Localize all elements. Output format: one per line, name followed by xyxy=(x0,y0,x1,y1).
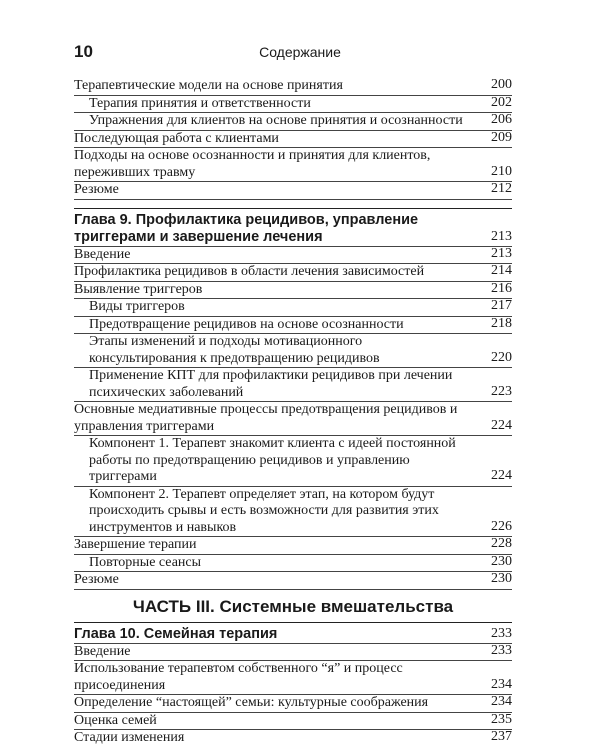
toc-entry[interactable] xyxy=(74,555,512,573)
toc-entry-page: 217 xyxy=(491,298,512,313)
toc-entry-title: Упражнения для клиентов на основе принятия и осознанности xyxy=(89,113,463,128)
chapter-title: Глава 9. Профилактика рецидивов, управление триггерами и завершение лечения xyxy=(74,211,419,245)
toc-entry[interactable] xyxy=(74,436,512,487)
toc-entry-page: 224 xyxy=(491,417,512,433)
toc-section-chapter10 xyxy=(74,644,512,747)
toc-entry[interactable] xyxy=(74,78,512,96)
toc-entry-page: 206 xyxy=(491,112,512,127)
toc-entry-page: 224 xyxy=(491,468,512,483)
toc-chapter-10[interactable] xyxy=(74,622,512,644)
toc-entry[interactable] xyxy=(74,713,512,731)
toc-entry-page: 213 xyxy=(491,245,512,261)
toc-entry[interactable] xyxy=(74,572,512,590)
toc-entry[interactable] xyxy=(74,537,512,555)
toc-entry[interactable] xyxy=(74,131,512,149)
toc-entry[interactable] xyxy=(74,402,512,436)
toc-entry[interactable] xyxy=(74,317,512,335)
toc-section-chapter8-tail xyxy=(74,78,512,200)
toc-entry-page: 209 xyxy=(491,129,512,145)
toc-entry-title: Предотвращение рецидивов на основе осознанности xyxy=(89,316,404,332)
toc-entry-title: Терапия принятия и ответственности xyxy=(89,95,311,111)
toc-entry-page: 233 xyxy=(491,642,512,658)
toc-entry-page: 212 xyxy=(491,181,512,196)
toc-entry-page: 220 xyxy=(491,349,512,365)
toc-entry[interactable] xyxy=(74,334,512,368)
toc-entry-title: Последующая работа с клиентами xyxy=(74,130,279,146)
toc-entry[interactable] xyxy=(74,148,512,182)
running-head: Содержание xyxy=(259,44,341,60)
toc-entry-page: 230 xyxy=(491,553,512,569)
toc-entry-title: Виды триггеров xyxy=(89,299,185,314)
toc-entry-page: 202 xyxy=(491,94,512,110)
toc-entry[interactable] xyxy=(74,730,512,747)
toc-entry[interactable] xyxy=(74,247,512,265)
toc-entry[interactable] xyxy=(74,487,512,538)
page-header xyxy=(74,42,526,64)
toc-entry-page: 235 xyxy=(491,711,512,727)
toc-entry-title: Терапевтические модели на основе принятия xyxy=(74,78,343,93)
toc-entry[interactable] xyxy=(74,299,512,317)
toc-entry-page: 230 xyxy=(491,571,512,586)
toc-entry-page: 200 xyxy=(491,77,512,92)
toc-entry-title: Профилактика рецидивов в области лечения зависимостей xyxy=(74,264,425,279)
toc-entry[interactable] xyxy=(74,113,512,131)
toc-entry-page: 237 xyxy=(491,729,512,744)
toc-entry-title: Стадии изменения xyxy=(74,730,185,745)
chapter-page: 233 xyxy=(491,625,512,641)
toc-entry-title: Введение xyxy=(74,246,131,262)
toc-entry-title: Компонент 2. Терапевт определяет этап, на котором будут происходить срывы и есть возможности для развития этих инструментов и навыков xyxy=(89,486,439,535)
toc-entry[interactable] xyxy=(74,695,512,713)
toc-entry-page: 214 xyxy=(491,263,512,278)
toc-entry-title: Применение КПТ для профилактики рецидивов при лечении психических заболеваний xyxy=(89,368,453,400)
toc-entry-title: Выявление триггеров xyxy=(74,281,203,297)
toc-entry-title: Подходы на основе осознанности и принятия для клиентов, переживших травму xyxy=(74,148,431,180)
toc-entry[interactable] xyxy=(74,644,512,662)
toc-entry-page: 234 xyxy=(491,694,512,709)
toc-entry[interactable] xyxy=(74,264,512,282)
toc-entry-title: Введение xyxy=(74,643,131,659)
toc-entry-title: Компонент 1. Терапевт знакомит клиента с идеей постоянной работы по предотвращению рецидивов и управлению триггерами xyxy=(89,436,456,484)
toc-entry[interactable] xyxy=(74,182,512,200)
toc-chapter-9[interactable] xyxy=(74,208,512,247)
toc-entry-title: Основные медиативные процессы предотвращения рецидивов и управления триггерами xyxy=(74,402,458,434)
toc-entry-title: Оценка семей xyxy=(74,712,157,728)
toc-entry-title: Резюме xyxy=(74,182,119,197)
toc-section-chapter9 xyxy=(74,247,512,590)
toc-entry-page: 228 xyxy=(491,536,512,551)
toc-entry-title: Завершение терапии xyxy=(74,537,197,552)
page-number: 10 xyxy=(74,42,93,61)
toc-entry-page: 223 xyxy=(491,383,512,399)
chapter-page: 213 xyxy=(491,228,512,244)
toc-part-3-title: ЧАСТЬ III. Системные вмешательства xyxy=(132,596,454,616)
table-of-contents xyxy=(74,78,512,747)
chapter-title: Глава 10. Семейная терапия xyxy=(74,625,278,642)
toc-entry-page: 234 xyxy=(491,676,512,692)
toc-entry-page: 226 xyxy=(491,518,512,534)
toc-entry-page: 218 xyxy=(491,315,512,331)
toc-entry[interactable] xyxy=(74,661,512,695)
toc-entry-title: Резюме xyxy=(74,572,119,587)
toc-entry-title: Повторные сеансы xyxy=(89,554,202,570)
toc-entry[interactable] xyxy=(74,282,512,300)
toc-entry[interactable] xyxy=(74,368,512,402)
toc-entry-page: 216 xyxy=(491,280,512,296)
toc-entry[interactable] xyxy=(74,96,512,114)
toc-entry-title: Определение “настоящей” семьи: культурные соображения xyxy=(74,695,429,710)
toc-entry-page: 210 xyxy=(491,163,512,179)
toc-entry-title: Использование терапевтом собственного “я” и процесс присоединения xyxy=(74,661,403,693)
toc-entry-title: Этапы изменений и подходы мотивационного консультирования к предотвращению рецидивов xyxy=(89,334,380,366)
